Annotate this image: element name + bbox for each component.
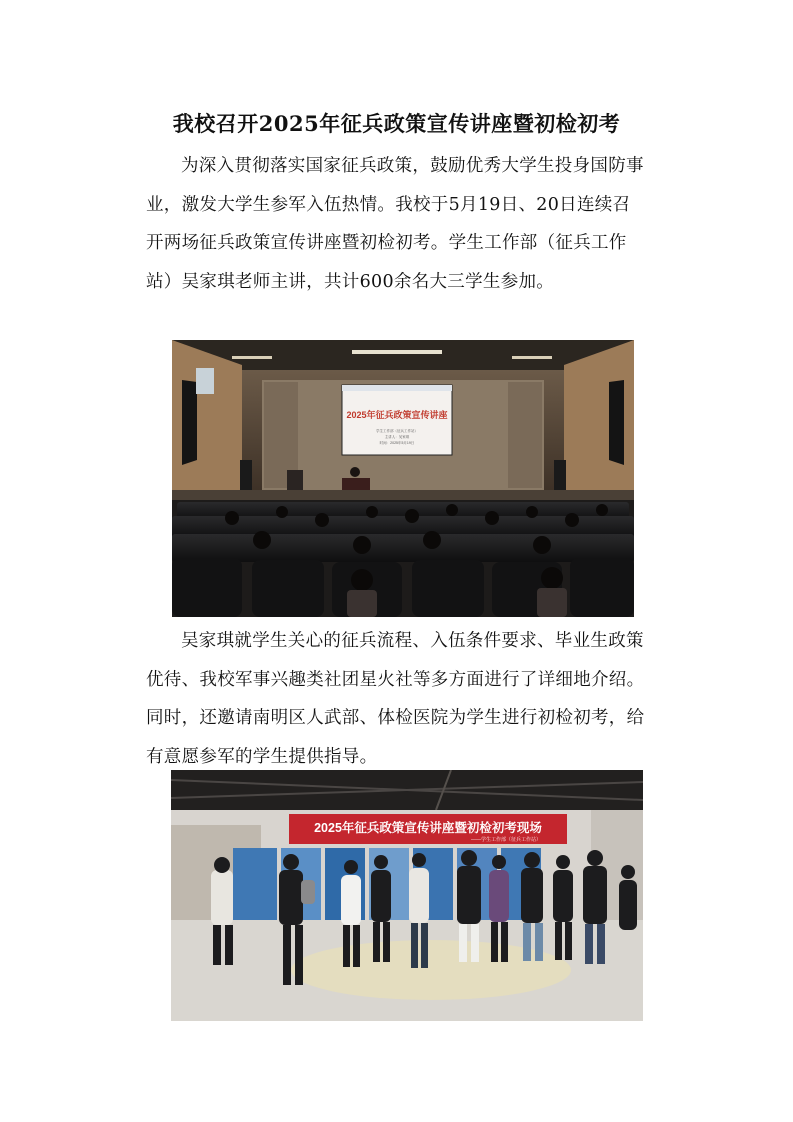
lecture-hall-photo [172, 340, 634, 617]
paragraph-details: 吴家琪就学生关心的征兵流程、入伍条件要求、毕业生政策优待、我校军事兴趣类社团星火社等多方面进行了详细地介绍。同时，还邀请南明区人武部、体检医院为学生进行初检初考，给有意愿参军的学生提供指导。 [146, 631, 645, 767]
recruitment-event-photo [171, 770, 643, 1021]
banner-subtitle: ——学生工作部（征兵工作站） [470, 837, 541, 843]
screen-line-1: 学生工作部（征兵工作站） [376, 429, 418, 433]
paragraph-intro: 为深入贯彻落实国家征兵政策，鼓励优秀大学生投身国防事业，激发大学生参军入伍热情。我校于5月19日、20日连续召开两场征兵政策宣传讲座暨初检初考。学生工作部（征兵工作站）吴家琪老师主讲，共计600余名大三学生参加。 [146, 156, 644, 292]
screen-line-3: 时间：2025年5月19日 [379, 441, 415, 445]
screen-title: 2025年征兵政策宣传讲座 [346, 410, 448, 420]
screen-line-2: 主讲人：吴家琪 [384, 435, 410, 439]
article-title: 我校召开2025年征兵政策宣传讲座暨初检初考 [172, 111, 621, 136]
banner-title: 2025年征兵政策宣传讲座暨初检初考现场 [314, 821, 542, 835]
